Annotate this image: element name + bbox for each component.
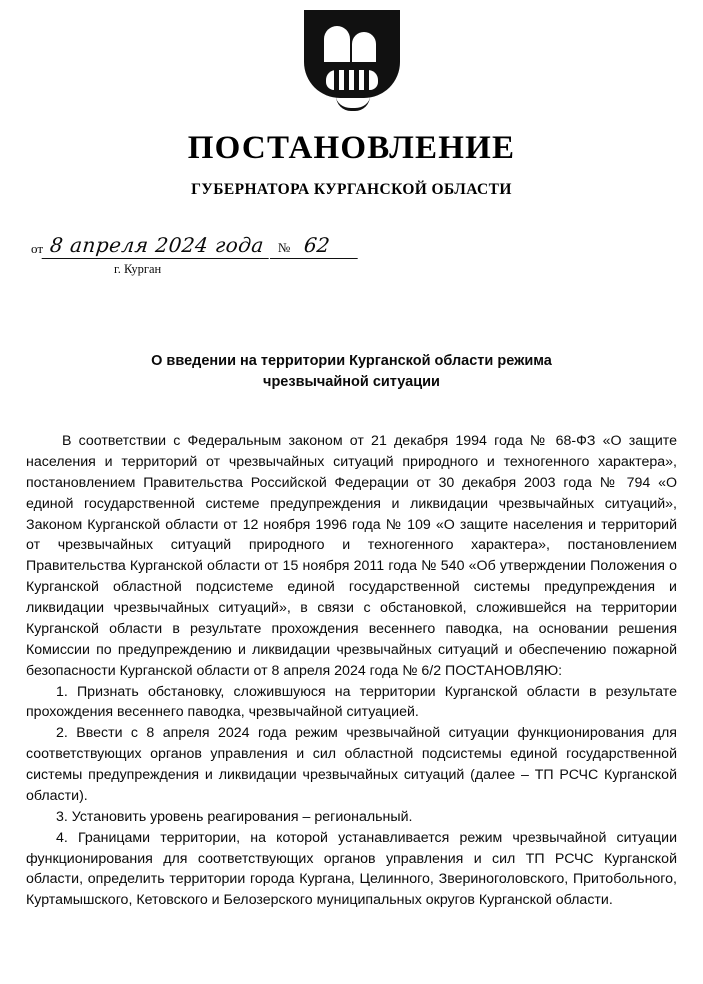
heading-line-1: О введении на территории Курганской области режима: [151, 353, 552, 369]
emblem-stripe: [334, 70, 339, 90]
body-paragraph: 4. Границами территории, на которой устанавливается режим чрезвычайной ситуации функционирования для соответствующих органов управления и сил ТП РСЧС Курганской области, определить территории города Кургана, Целинного, Звериноголовского, Притобольного, Куртамышского, Кетовского и Белозерского муниципальных округов Курганской области.: [26, 829, 677, 909]
emblem-stripe: [344, 70, 349, 90]
date-number-line: [26, 233, 677, 259]
coat-of-arms-icon: [304, 10, 400, 114]
number-value: 62: [293, 233, 361, 259]
emblem-container: [26, 0, 677, 114]
date-label: от: [31, 241, 44, 256]
emblem-stripe: [364, 70, 369, 90]
body-paragraph: В соответствии с Федеральным законом от 21 декабря 1994 года № 68-ФЗ «О защите населения и территорий от чрезвычайных ситуаций природного и техногенного характера», постановлением Правительства Российской Федерации от 30 декабря 2003 года № 794 «О единой государственной системе предупреждения и ликвидации чрезвычайных ситуаций», Законом Курганской области от 12 ноября 1996 года № 109 «О защите населения и территорий от чрезвычайных ситуаций природного и техногенного характера», постановлением Правительства Курганской области от 15 ноября 2011 года № 540 «Об утверждении Положения о Курганской областной подсистеме единой государственной системы предупреждения и ликвидации чрезвычайных ситуаций», в связи с обстановкой, сложившейся на территории Курганской области в результате прохождения весеннего паводка, на основании решения Комиссии по предупреждению и ликвидации чрезвычайных ситуаций и обеспечению пожарной безопасности Курганской области от 8 апреля 2024 года № 6/2 ПОСТАНОВЛЯЮ:: [26, 433, 677, 679]
document-body: [26, 431, 677, 911]
body-paragraph: 2. Ввести с 8 апреля 2024 года режим чрезвычайной ситуации функционирования для соответствующих органов управления и сил областной подсистемы единой государственной системы предупреждения и ликвидации чрезвычайных ситуаций (далее – ТП РСЧС Курганской области).: [26, 725, 677, 804]
document-subtitle: ГУБЕРНАТОРА КУРГАНСКОЙ ОБЛАСТИ: [191, 181, 512, 198]
document-heading: [117, 351, 587, 393]
emblem-tail: [336, 96, 370, 111]
emblem-hill-left: [324, 26, 350, 62]
number-label: №: [270, 240, 294, 259]
city-label: г. Курган: [114, 262, 162, 276]
document-title: ПОСТАНОВЛЕНИЕ: [187, 130, 516, 166]
date-value: 8 апреля 2024 года: [42, 233, 272, 259]
body-paragraph: 1. Признать обстановку, сложившуюся на территории Курганской области в результате прохождения весеннего паводка, чрезвычайной ситуацией.: [26, 683, 677, 721]
emblem-hill-right: [352, 32, 376, 62]
body-paragraph: 3. Установить уровень реагирования – региональный.: [56, 808, 413, 825]
heading-line-2: чрезвычайной ситуации: [263, 374, 440, 391]
emblem-stripe: [354, 70, 359, 90]
